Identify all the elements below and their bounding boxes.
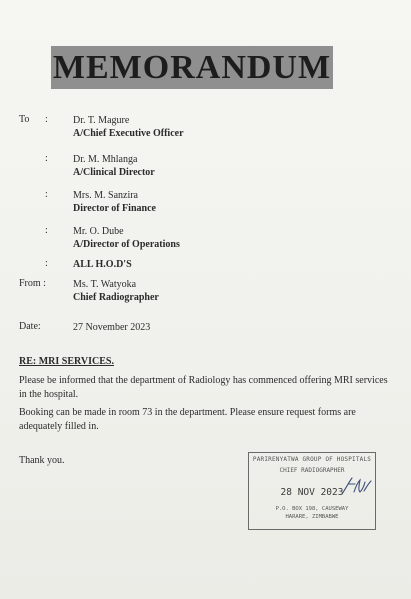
stamp-office: CHIEF RADIOGRAPHER (279, 467, 345, 474)
sender-name: Ms. T. Watyoka (73, 279, 137, 290)
recipient-name: Dr. M. Mhlanga (73, 154, 138, 165)
recipient-block (73, 114, 184, 140)
to-label: To (19, 114, 30, 125)
recipient-title: A/Clinical Director (73, 167, 155, 178)
recipient-title: A/Chief Executive Officer (73, 128, 184, 139)
sender-block (73, 278, 159, 304)
recipient-block (73, 153, 155, 179)
recipient-name: Mrs. M. Sanzira (73, 190, 138, 201)
recipient-block (73, 189, 156, 215)
stamp-organisation: PARIRENYATWA GROUP OF HOSPITALS (252, 456, 372, 463)
handwritten-signature (340, 472, 374, 500)
memo-banner (51, 46, 333, 89)
date-value: 27 November 2023 (73, 322, 151, 333)
recipient-title: A/Director of Operations (73, 239, 180, 250)
memo-subject: RE: MRI SERVICES. (19, 356, 114, 367)
recipient-name: Mr. O. Dube (73, 226, 124, 237)
stamp-date: 28 NOV 2023 (280, 487, 344, 498)
date-label: Date: (19, 321, 41, 332)
body-paragraph: Please be informed that the department of Radiology has commenced offering MRI services in the hospital. (19, 375, 388, 400)
stamp-address-line: HARARE, ZIMBABWE (285, 514, 339, 520)
colon: : (45, 225, 48, 236)
sender-title: Chief Radiographer (73, 292, 159, 303)
stamp-address-line: P.O. BOX 198, CAUSEWAY (275, 506, 349, 512)
colon: : (45, 258, 48, 269)
recipient-title: Director of Finance (73, 203, 156, 214)
closing-text: Thank you. (19, 455, 65, 466)
colon: : (45, 153, 48, 164)
recipient-block (73, 225, 180, 251)
recipient-name: Dr. T. Magure (73, 115, 130, 126)
recipient-name: ALL H.O.D'S (73, 259, 132, 270)
colon: : (45, 114, 48, 125)
body-paragraph: Booking can be made in room 73 in the department. Please ensure request forms are adequately filled in. (19, 407, 356, 432)
from-label: From : (19, 278, 46, 289)
colon: : (45, 189, 48, 200)
memo-heading: MEMORANDUM (52, 48, 332, 86)
